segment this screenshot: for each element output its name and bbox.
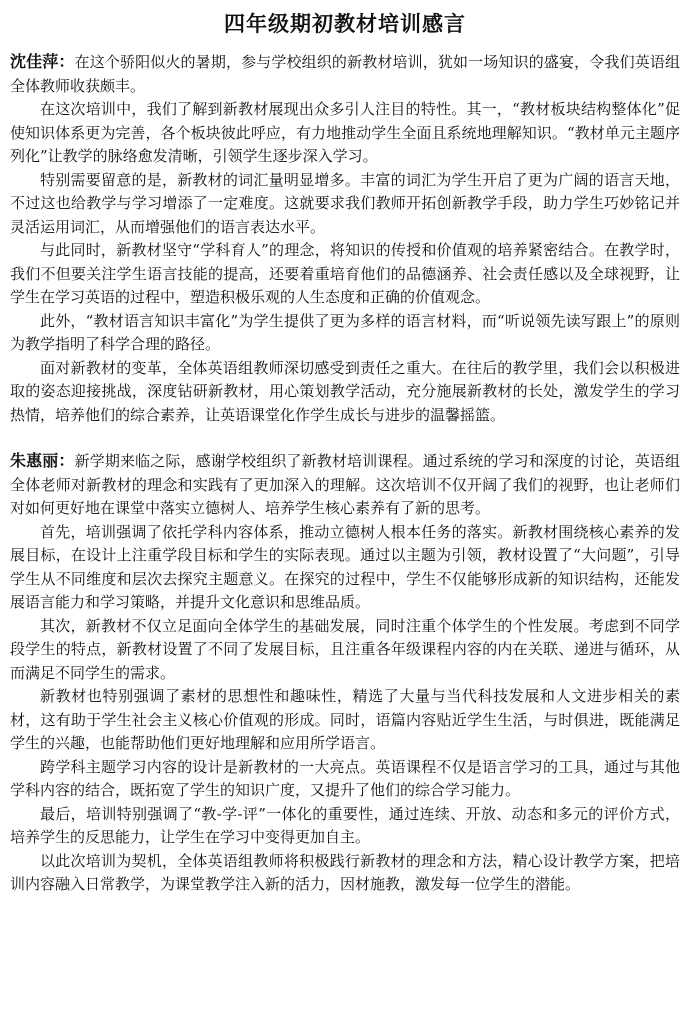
speaker-name: 朱惠丽： [10, 451, 75, 470]
paragraph: 与此同时，新教材坚守“学科育人”的理念，将知识的传授和价值观的培养紧密结合。在教学时，我们不但要关注学生语言技能的提高，还要着重培育他们的品德涵养、社会责任感以及全球视野，让学生在学习英语的过程中，塑造积极乐观的人生态度和正确的价值观念。 [10, 241, 680, 306]
paragraph: 其次，新教材不仅立足面向全体学生的基础发展，同时注重个体学生的个性发展。考虑到不同学段学生的特点，新教材设置了不同了发展目标，且注重各年级课程内容的内在关联、递进与循环，从而满足不同学生的需求。 [10, 616, 680, 682]
paragraph: 特别需要留意的是，新教材的词汇量明显增多。丰富的词汇为学生开启了更为广阔的语言天地，不过这也给教学与学习增添了一定难度。这就要求我们教师开拓创新教学手段，助力学生巧妙铭记并灵活运用词汇，从而增强他们的语言表达水平。 [10, 170, 680, 236]
paragraph [10, 449, 680, 521]
paragraph [10, 50, 680, 98]
section-divider-space [10, 427, 680, 449]
paragraph: 最后，培训特别强调了“教-学-评”一体化的重要性，通过连续、开放、动态和多元的评价方式，培养学生的反思能力，让学生在学习中变得更加自主。 [10, 804, 680, 846]
paragraph-text: 在这个骄阳似火的暑期，参与学校组织的新教材培训，犹如一场知识的盛宴，令我们英语组全体教师收获颇丰。 [10, 53, 680, 95]
document-title: 四年级期初教材培训感言 [224, 12, 466, 36]
paragraph: 在这次培训中，我们了解到新教材展现出众多引人注目的特性。其一，“教材板块结构整体化”促使知识体系更为完善，各个板块彼此呼应，有力地推动学生全面且系统地理解知识。“教材单元主题序列化”让教学的脉络愈发清晰，引领学生逐步深入学习。 [10, 100, 680, 165]
speaker-name: 沈佳萍： [10, 52, 75, 71]
reflection-section-2 [10, 449, 680, 897]
paragraph: 以此次培训为契机，全体英语组教师将积极践行新教材的理念和方法，精心设计教学方案，把培训内容融入日常教学，为课堂教学注入新的活力，因材施教，激发每一位学生的潜能。 [10, 851, 680, 893]
paragraph: 首先，培训强调了依托学科内容体系，推动立德树人根本任务的落实。新教材围绕核心素养的发展目标，在设计上注重学段目标和学生的实际表现。通过以主题为引领，教材设置了“大问题”，引导学生从不同维度和层次去探究主题意义。在探究的过程中，学生不仅能够形成新的知识结构，还能发展语言能力和学习策略，并提升文化意识和思维品质。 [10, 522, 680, 611]
reflection-section-1 [10, 50, 680, 427]
paragraph: 跨学科主题学习内容的设计是新教材的一大亮点。英语课程不仅是语言学习的工具，通过与其他学科内容的结合，既拓宽了学生的知识广度，又提升了他们的综合学习能力。 [10, 757, 680, 799]
paragraph: 面对新教材的变革，全体英语组教师深切感受到责任之重大。在往后的教学里，我们会以积极进取的姿态迎接挑战，深度钻研新教材，用心策划教学活动，充分施展新教材的长处，激发学生的学习热情，培养他们的综合素养，让英语课堂化作学生成长与进步的温馨摇篮。 [10, 358, 680, 424]
paragraph: 新教材也特别强调了素材的思想性和趣味性，精选了大量与当代科技发展和人文进步相关的素材，这有助于学生社会主义核心价值观的形成。同时，语篇内容贴近学生生活，与时俱进，既能满足学生的兴趣，也能帮助他们更好地理解和应用所学语言。 [10, 687, 680, 752]
paragraph: 此外，“教材语言知识丰富化”为学生提供了更为多样的语言材料，而“听说领先读写跟上”的原则为教学指明了科学合理的路径。 [10, 311, 680, 353]
paragraph-text: 新学期来临之际，感谢学校组织了新教材培训课程。通过系统的学习和深度的讨论，英语组全体老师对新教材的理念和实践有了更加深入的理解。这次培训不仅开阔了我们的视野，也让老师们对如何更好地在课堂中落实立德树人、培养学生核心素养有了新的思考。 [10, 452, 680, 517]
